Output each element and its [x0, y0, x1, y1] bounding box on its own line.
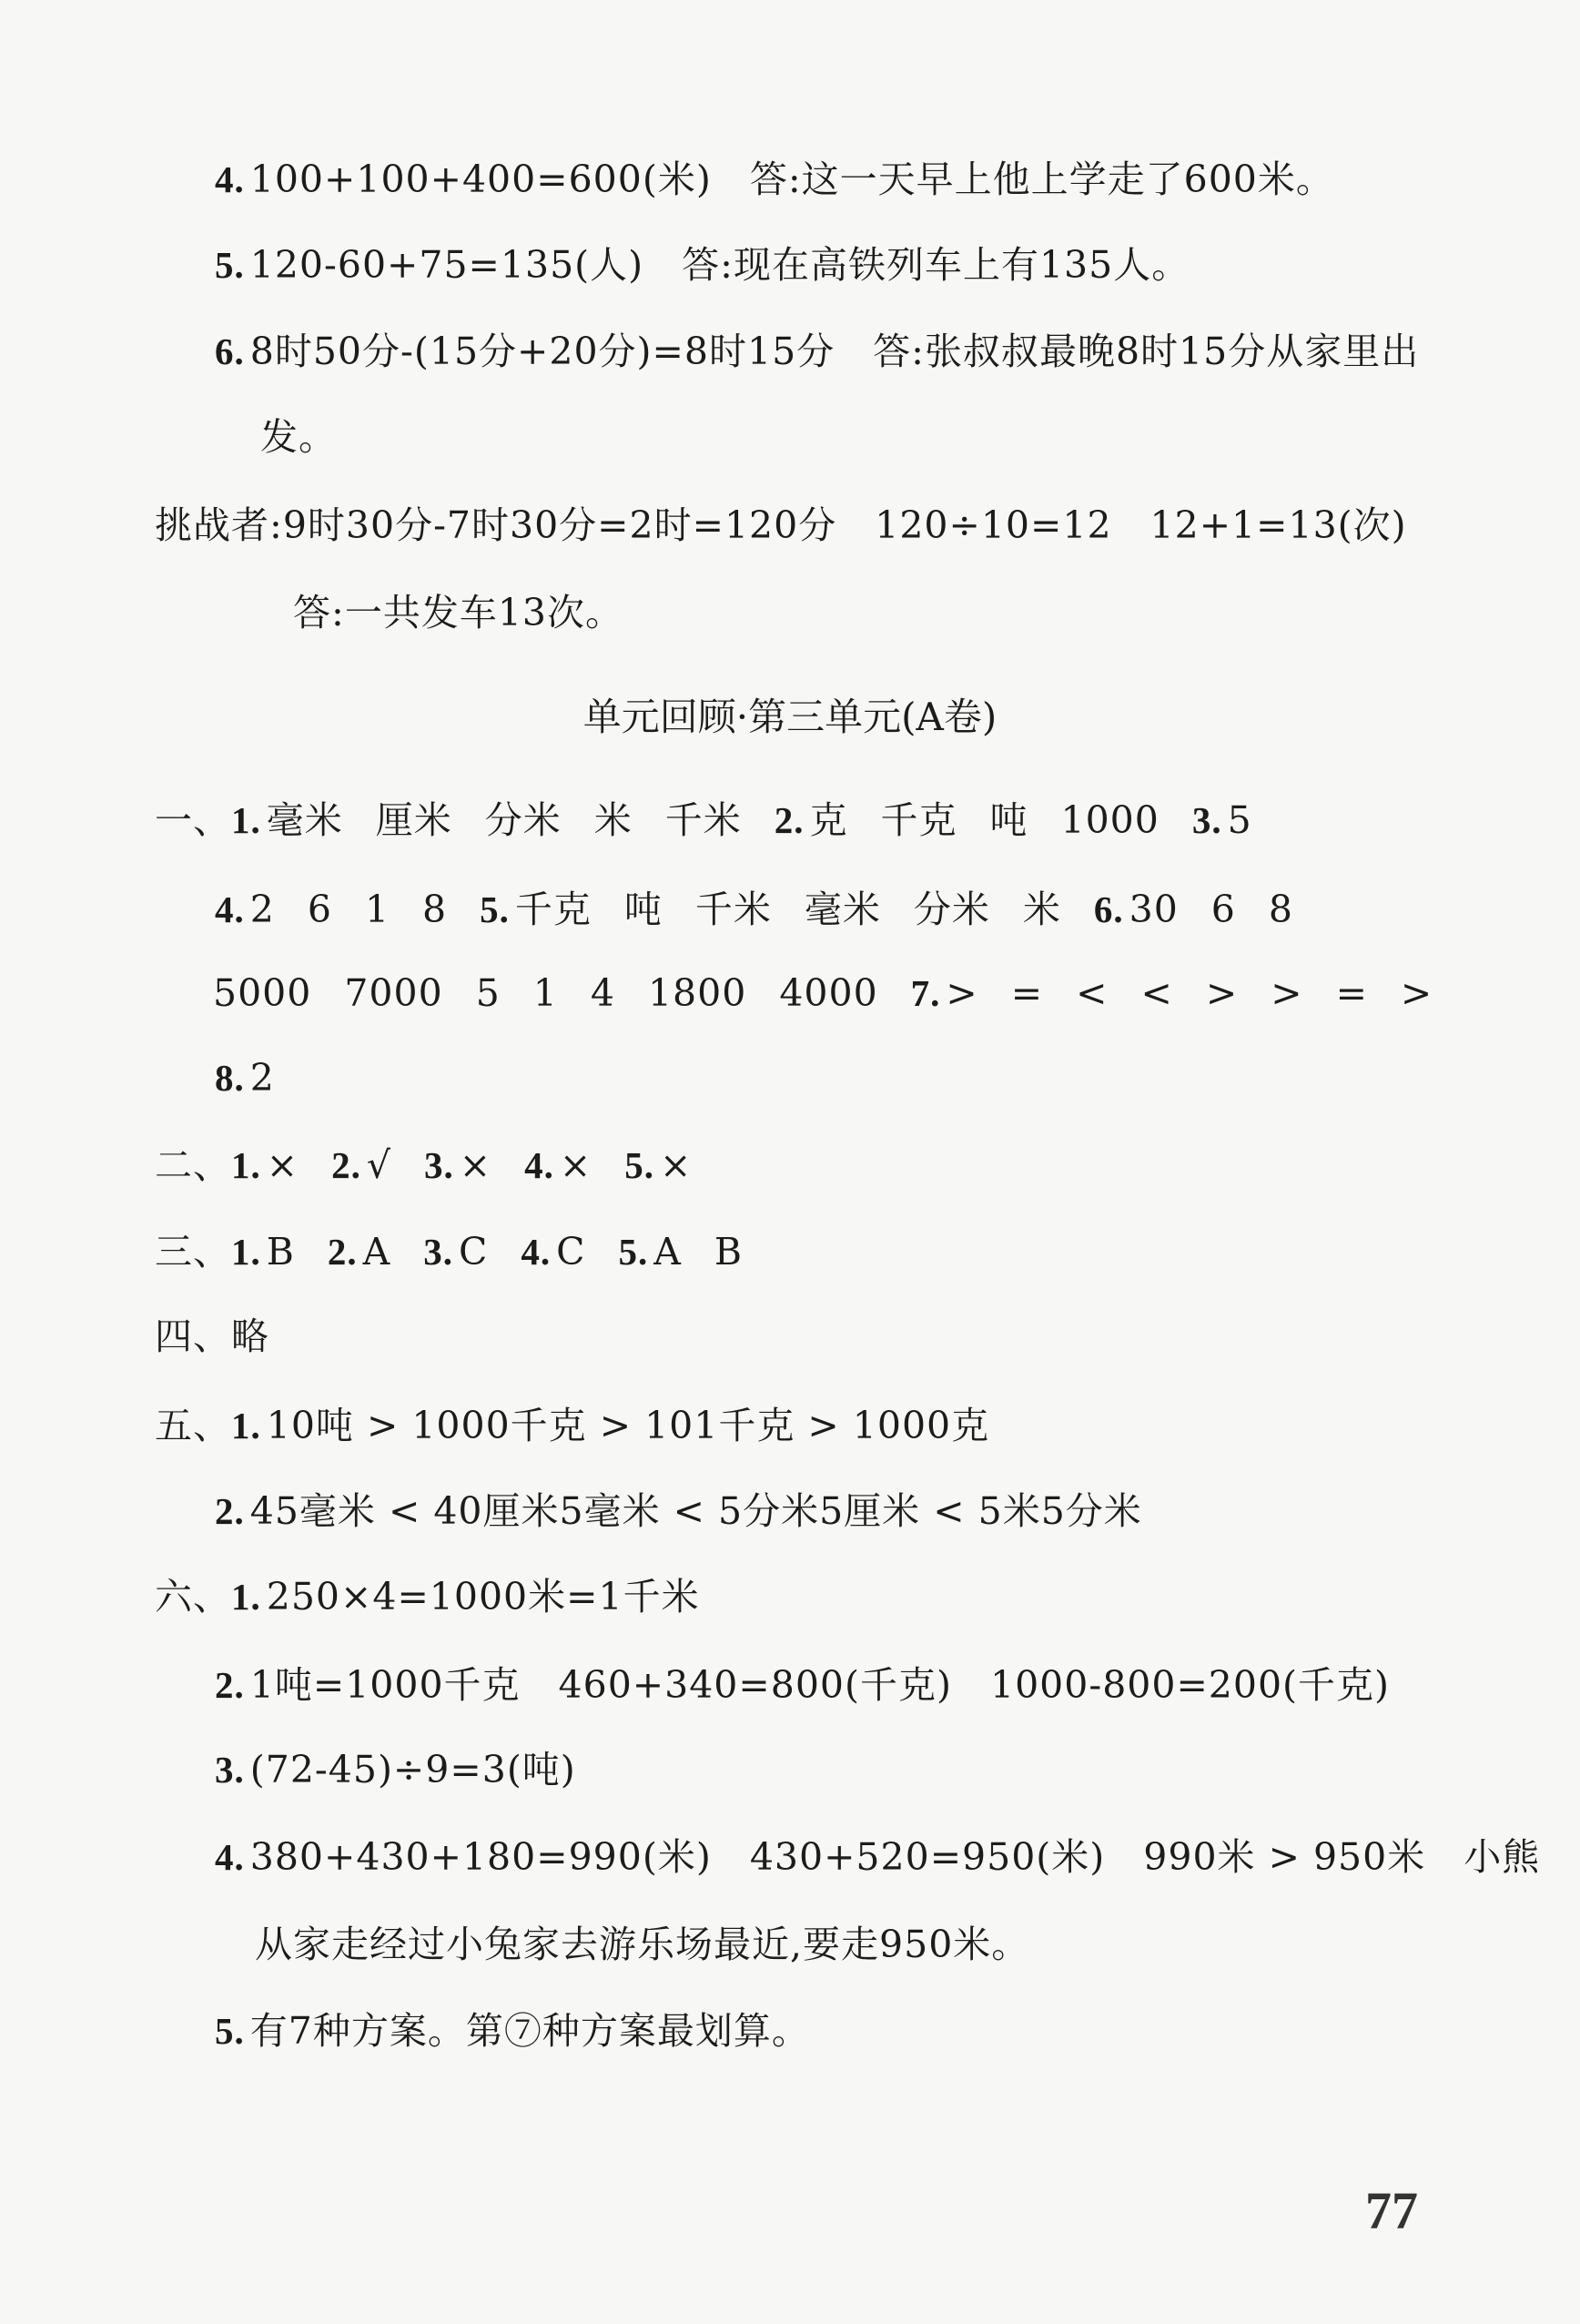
part-four: 四、略 [155, 1314, 269, 1358]
challenge-answer: 答:一共发车13次。 [293, 591, 623, 634]
answer-line-6: 6. 8时50分-(15分+20分)=8时15分 答:张叔叔最晚8时15分从家里出 [215, 330, 1420, 373]
part-one-row-4: 8. 2 [215, 1056, 275, 1100]
part-five-item-2: 2. 45毫米 < 40厘米5毫米 < 5分米5厘米 < 5米5分米 [215, 1489, 1142, 1533]
part-six-item-4-cont: 从家走经过小兔家去游乐场最近,要走950米。 [255, 1923, 1030, 1966]
page-number: 77 [1365, 2181, 1418, 2240]
part-six-item-3: 3. (72-45)÷9=3(吨) [215, 1748, 576, 1791]
answer-line-4: 4. 100+100+400=600(米) 答:这一天早上他上学走了600米。 [215, 157, 1334, 201]
part-six-item-4: 4. 380+430+180=990(米) 430+520=950(米) 990米 > 950米 小熊 [215, 1835, 1541, 1879]
part-one-row-2: 4. 2 6 1 8 5. 千克 吨 千米 毫米 分米 米 6. 30 6 8 [215, 888, 1293, 931]
answer-line-5: 5. 120-60+75=135(人) 答:现在高铁列车上有135人。 [215, 243, 1190, 287]
part-six-item-1: 六、1. 250×4=1000米=1千米 [155, 1575, 700, 1619]
answer-line-6-cont: 发。 [260, 415, 337, 459]
part-two: 二、1. × 2. √ 3. × 4. × 5. × [155, 1143, 693, 1187]
part-five-item-1: 五、1. 10吨 > 1000千克 > 101千克 > 1000克 [155, 1404, 990, 1447]
section-title: 单元回顾·第三单元(A卷) [582, 695, 998, 739]
part-one-row-3: 5000 7000 5 1 4 1800 4000 7. > = < < > > = > [213, 971, 1433, 1015]
part-six-item-2: 2. 1吨=1000千克 460+340=800(千克) 1000-800=200(千克) [215, 1663, 1391, 1707]
part-six-item-5: 5. 有7种方案。第⑦种方案最划算。 [215, 2009, 810, 2053]
part-three: 三、1. B 2. A 3. C 4. C 5. A B [155, 1230, 743, 1274]
challenge-line: 挑战者:9时30分-7时30分=2时=120分 120÷10=12 12+1=13(次) [155, 503, 1407, 547]
part-one-row-1: 一、1. 毫米 厘米 分米 米 千米 2. 克 千克 吨 1000 3. 5 [155, 798, 1252, 842]
